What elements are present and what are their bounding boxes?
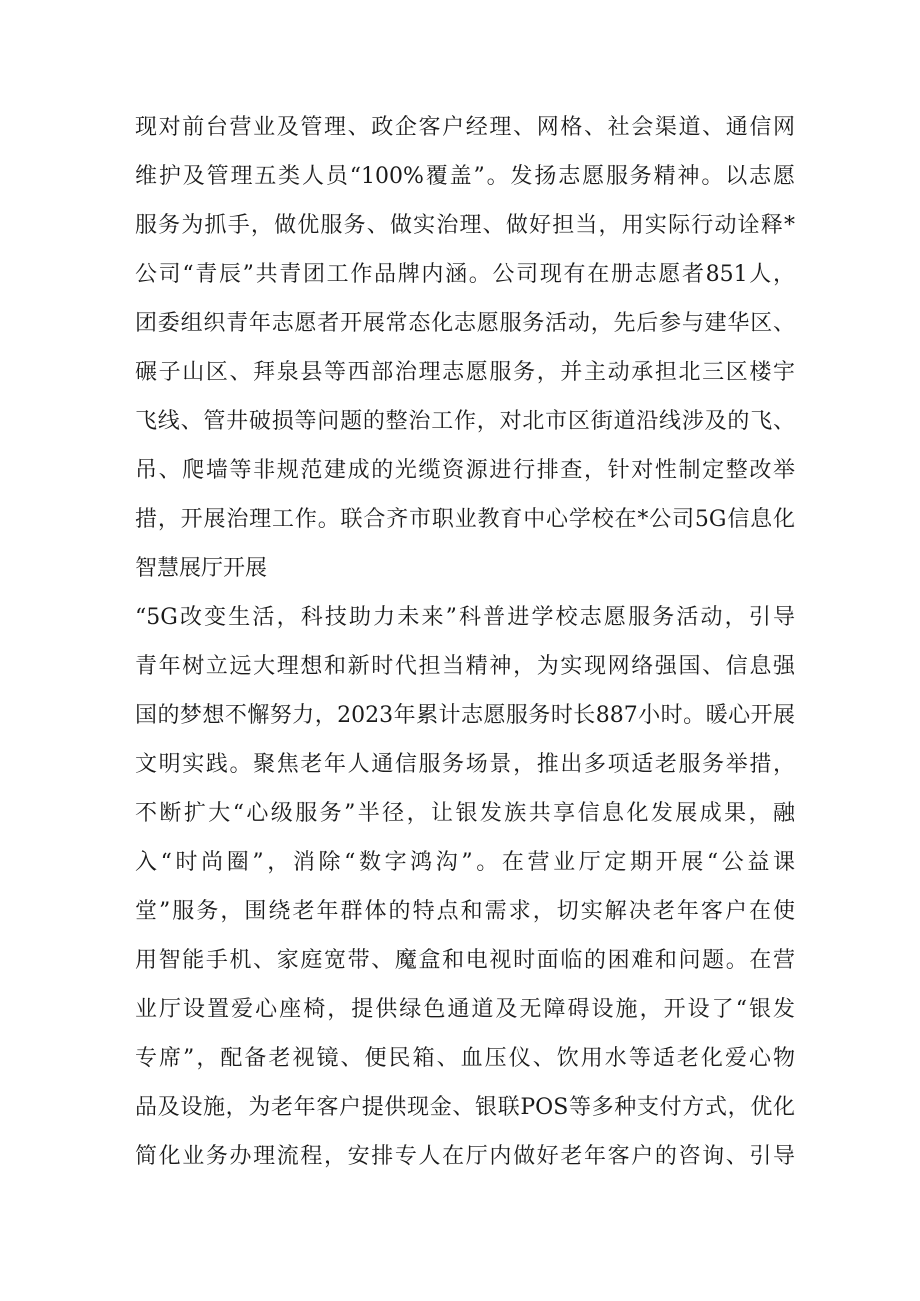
- text-line: 不断扩大“心级服务”半径，让银发族共享信息化发展成果，融: [135, 801, 795, 826]
- text-line: 国的梦想不懈努力，2023年累计志愿服务时长887小时。暖心开展: [135, 703, 795, 728]
- text-line: 碾子山区、拜泉县等西部治理志愿服务，并主动承担北三区楼宇: [135, 360, 795, 385]
- text-line: 业厅设置爱心座椅，提供绿色通道及无障碍设施，开设了“银发: [135, 997, 795, 1022]
- text-line: 团委组织青年志愿者开展常态化志愿服务活动，先后参与建华区、: [135, 311, 795, 336]
- text-line: 公司“青辰”共青团工作品牌内涵。公司现有在册志愿者851人，: [135, 262, 795, 287]
- text-line: 品及设施，为老年客户提供现金、银联POS等多种支付方式，优化: [135, 1095, 795, 1120]
- text-line: 文明实践。聚焦老年人通信服务场景，推出多项适老服务举措，: [135, 752, 795, 777]
- text-line: “5G改变生活，科技助力未来”科普进学校志愿服务活动，引导: [135, 605, 795, 630]
- text-line: 堂”服务，围绕老年群体的特点和需求，切实解决老年客户在使: [135, 899, 795, 924]
- text-line: 简化业务办理流程，安排专人在厅内做好老年客户的咨询、引导: [135, 1144, 795, 1169]
- text-line: 青年树立远大理想和新时代担当精神，为实现网络强国、信息强: [135, 654, 795, 679]
- text-line: 维护及管理五类人员“100%覆盖”。发扬志愿服务精神。以志愿: [135, 164, 795, 189]
- text-line: 用智能手机、家庭宽带、魔盒和电视时面临的困难和问题。在营: [135, 948, 795, 973]
- text-line: 吊、爬墙等非规范建成的光缆资源进行排查，针对性制定整改举: [135, 458, 795, 483]
- text-line: 入“时尚圈”，消除“数字鸿沟”。在营业厅定期开展“公益课: [135, 850, 795, 875]
- text-line: 飞线、管井破损等问题的整治工作，对北市区街道沿线涉及的飞、: [135, 409, 795, 434]
- text-line: 专席”，配备老视镜、便民箱、血压仪、饮用水等适老化爱心物: [135, 1046, 795, 1071]
- text-line: 措，开展治理工作。联合齐市职业教育中心学校在*公司5G信息化: [135, 507, 795, 532]
- text-line: 服务为抓手，做优服务、做实治理、做好担当，用实际行动诠释*: [135, 213, 795, 238]
- text-line: 智慧展厅开展: [135, 556, 268, 581]
- text-line: 现对前台营业及管理、政企客户经理、网格、社会渠道、通信网: [135, 115, 795, 140]
